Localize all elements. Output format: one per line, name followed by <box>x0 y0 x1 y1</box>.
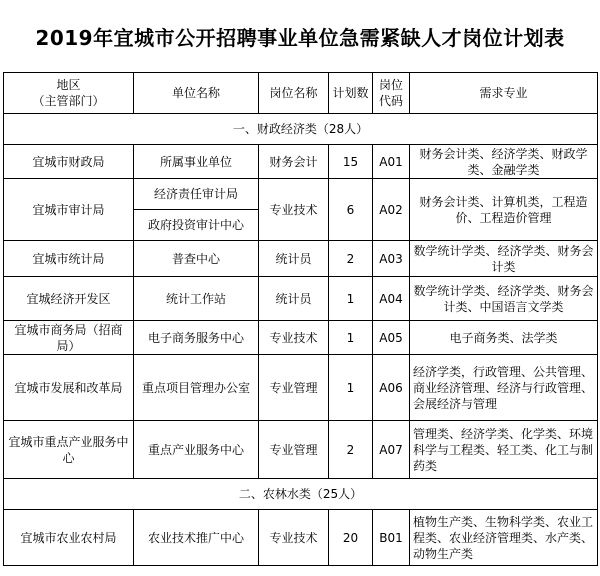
header-region <box>4 73 134 114</box>
cell-code: A06 <box>373 355 410 421</box>
section-label: 一、财政经济类（28人） <box>4 114 598 145</box>
cell-unit: 所属事业单位 <box>134 145 259 179</box>
header-code: 岗位代码 <box>373 73 410 114</box>
cell-unit: 电子商务服务中心 <box>134 321 259 355</box>
cell-region: 宜城市统计局 <box>4 241 134 277</box>
cell-major: 管理类、经济学类、化学类、环境科学与工程类、轻工类、化工与制药类 <box>410 421 598 479</box>
cell-major: 财务会计类、经济学类、财政学类、金融学类 <box>410 145 598 179</box>
cell-count: 6 <box>329 179 373 241</box>
cell-major: 经济学类，行政管理、公共管理、商业经济管理、经济与行政管理、会展经济与管理 <box>410 355 598 421</box>
cell-region: 宜城市重点产业服务中心 <box>4 421 134 479</box>
cell-major: 电子商务类、法学类 <box>410 321 598 355</box>
table-row <box>4 355 598 421</box>
cell-major: 植物生产类、生物科学类、农业工程类、农业经济管理类、水产类、动物生产类 <box>410 510 598 566</box>
table-row <box>4 241 598 277</box>
cell-unit-2: 政府投资审计中心 <box>134 210 259 241</box>
section-label: 二、农林水类（25人） <box>4 479 598 510</box>
cell-code: A03 <box>373 241 410 277</box>
cell-region: 宜城市商务局（招商局） <box>4 321 134 355</box>
cell-major: 财务会计类、计算机类，工程造价、工程造价管理 <box>410 179 598 241</box>
cell-count: 1 <box>329 321 373 355</box>
cell-unit: 统计工作站 <box>134 277 259 321</box>
cell-position: 财务会计 <box>259 145 329 179</box>
table-header-row <box>4 73 598 114</box>
table-row <box>4 421 598 479</box>
cell-code: B01 <box>373 510 410 566</box>
table-row <box>4 321 598 355</box>
position-plan-table <box>3 72 598 566</box>
cell-count: 15 <box>329 145 373 179</box>
cell-count: 1 <box>329 277 373 321</box>
header-unit: 单位名称 <box>134 73 259 114</box>
header-region-line1: 地区 <box>56 78 81 92</box>
section-row <box>4 479 598 510</box>
page-title: 2019年宜城市公开招聘事业单位急需紧缺人才岗位计划表 <box>35 25 565 50</box>
table-row <box>4 145 598 179</box>
cell-count: 20 <box>329 510 373 566</box>
cell-position: 专业技术 <box>259 179 329 241</box>
cell-code: A02 <box>373 179 410 241</box>
cell-unit: 重点产业服务中心 <box>134 421 259 479</box>
cell-unit: 经济责任审计局 <box>134 179 259 210</box>
cell-region: 宜城经济开发区 <box>4 277 134 321</box>
cell-code: A07 <box>373 421 410 479</box>
table-row <box>4 277 598 321</box>
section-row <box>4 114 598 145</box>
cell-code: A04 <box>373 277 410 321</box>
cell-unit: 普查中心 <box>134 241 259 277</box>
cell-unit: 重点项目管理办公室 <box>134 355 259 421</box>
cell-code: A01 <box>373 145 410 179</box>
header-position: 岗位名称 <box>259 73 329 114</box>
cell-position: 统计员 <box>259 277 329 321</box>
cell-position: 专业管理 <box>259 355 329 421</box>
table-row <box>4 510 598 566</box>
header-count: 计划数 <box>329 73 373 114</box>
table-row <box>4 179 598 210</box>
cell-region: 宜城市财政局 <box>4 145 134 179</box>
cell-position: 专业技术 <box>259 510 329 566</box>
header-major: 需求专业 <box>410 73 598 114</box>
cell-count: 2 <box>329 241 373 277</box>
cell-position: 统计员 <box>259 241 329 277</box>
cell-position: 专业管理 <box>259 421 329 479</box>
cell-region: 宜城市发展和改革局 <box>4 355 134 421</box>
cell-region: 宜城市审计局 <box>4 179 134 241</box>
cell-major: 数学统计学类、经济学类、财务会计类 <box>410 241 598 277</box>
header-region-line2: （主管部门） <box>32 94 105 108</box>
cell-count: 1 <box>329 355 373 421</box>
cell-unit: 农业技术推广中心 <box>134 510 259 566</box>
cell-region: 宜城市农业农村局 <box>4 510 134 566</box>
cell-major: 数学统计学类、经济学类、财务会计类、中国语言文学类 <box>410 277 598 321</box>
cell-code: A05 <box>373 321 410 355</box>
cell-position: 专业技术 <box>259 321 329 355</box>
cell-count: 2 <box>329 421 373 479</box>
